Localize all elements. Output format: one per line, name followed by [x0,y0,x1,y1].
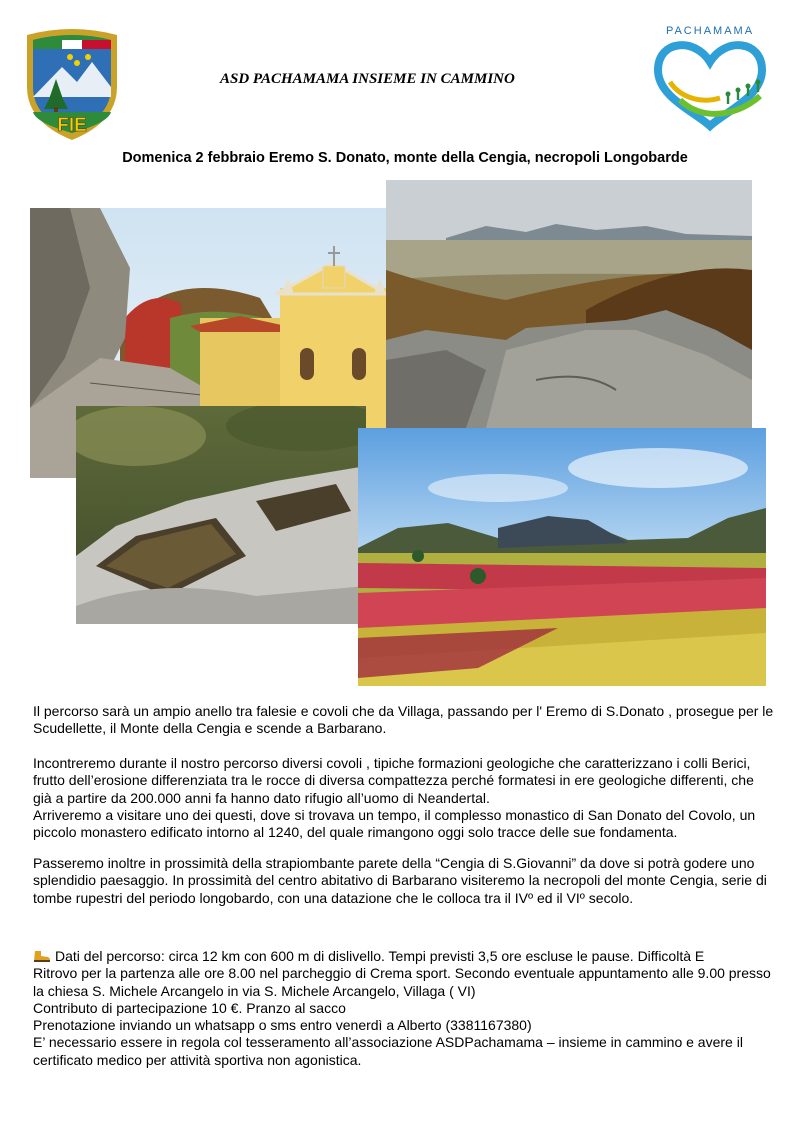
fie-logo-text: FIE [57,115,87,136]
pachamama-logo [640,22,780,132]
valley-panorama-photo [386,180,752,428]
trip-details [33,948,775,1069]
header-title: ASD PACHAMAMA INSIEME IN CAMMINO [220,71,515,87]
rock-tombs-photo [76,406,366,624]
pachamama-logo-text: PACHAMAMA [665,25,755,37]
description-text-3: Arriveremo a visitare uno dei questi, dove si trovava un tempo, il complesso monastico di San Donato del Covolo, un piccolo monastero edificato intorno al 1240, del quale rimangono oggi solo tracce delle sue fondamenta. [33,806,756,841]
description-paragraph-4 [33,855,775,907]
description-text-2: Incontreremo durante il nostro percorso diversi covoli , tipiche formazioni geologiche che caratterizzano i colli Berici, frutto dell’erosione differenziata tra le rocce di diversa compattezza perché formatesi in ere geologiche differenti, che già a partire da 200.000 anni fa hanno dato rifugio all’uomo di Neandertal. [33,755,754,806]
description-paragraph-1 [33,703,775,738]
event-subtitle: Domenica 2 febbraio Eremo S. Donato, monte della Cengia, necropoli Longobarde [122,150,688,166]
details-line-5: E’ necessario essere in regola col tesseramento all’associazione ASDPachamama – insieme in cammino e avere il certificato medico per attività sportiva non agonistica. [33,1034,743,1068]
description-text-4: Passeremo inoltre in prossimità della strapiombante parete della “Cengia di S.Giovanni” da dove si potrà godere uno splendidio paesaggio. In prossimità del centro abitativo di Barbarano visiteremo la necropoli del monte Cengia, serie di tombe rupestri del periodo longobardo, con una datazione che le colloca tra il IVº ed il VIº secolo. [33,855,767,906]
vineyard-hills-photo [358,428,766,686]
description-paragraph-2 [33,755,775,841]
hiking-boot-icon [33,950,51,962]
details-line-1-text: Dati del percorso: circa 12 km con 600 m di dislivello. Tempi previsti 3,5 ore escluse le pause. Difficoltà E [55,948,705,964]
details-line-3: Contributo di partecipazione 10 €. Pranzo al sacco [33,999,346,1016]
details-line-1 [33,948,775,965]
description-text-1: Il percorso sarà un ampio anello tra falesie e covoli che da Villaga, passando per l' Eremo di S.Donato , prosegue per le Scudellette, il Monte della Cengia e scende a Barbarano. [33,703,774,737]
fie-shield-logo [22,27,122,142]
details-line-4: Prenotazione inviando un whatsapp o sms entro venerdì a Alberto (3381167380) [33,1017,532,1034]
details-line-2: Ritrovo per la partenza alle ore 8.00 nel parcheggio di Crema sport. Secondo eventuale appuntamento alle 9.00 presso la chiesa S. Michele Arcangelo in via S. Michele Arcangelo, Villaga ( VI) [33,965,771,999]
pachamama-heart-logo [640,22,780,132]
fie-logo [22,27,122,142]
